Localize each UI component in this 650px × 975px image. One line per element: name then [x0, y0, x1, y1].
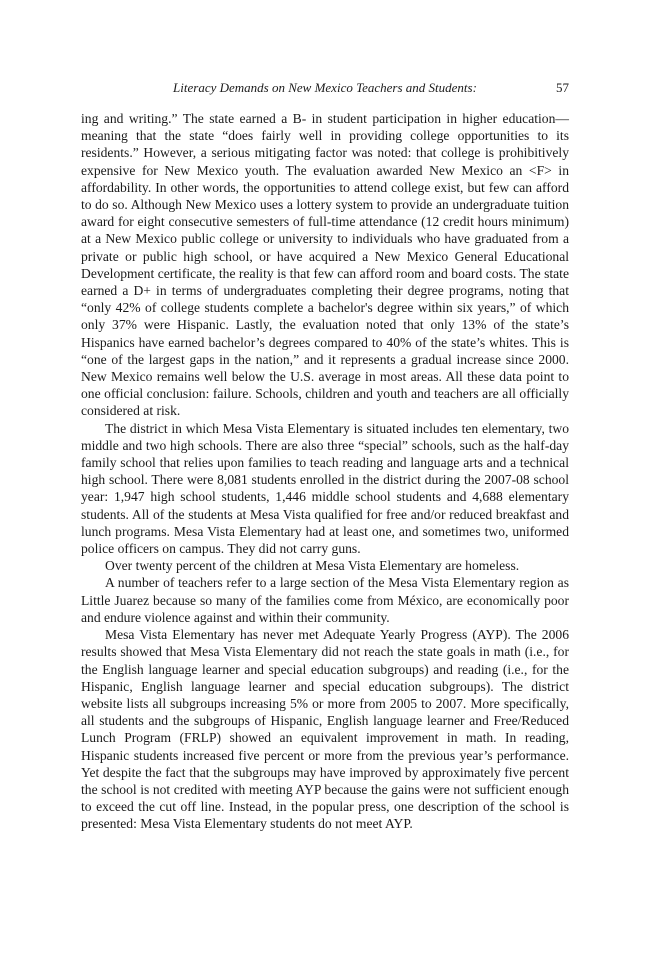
paragraph-little-juarez: A number of teachers refer to a large section of the Mesa Vista Elementary region as Little Juarez because so many of the families come from México, are economically poor and endure violence against and within their community. [81, 575, 569, 625]
paragraph-ayp: Mesa Vista Elementary has never met Adequate Yearly Progress (AYP). The 2006 results showed that Mesa Vista Elementary did not reach the state goals in math (i.e., for the English language learner and special education subgroups) and reading (i.e., for the Hispanic, English language learner and special education subgroups). The district website lists all subgroups increasing 5% or more from 2005 to 2007. More specifically, all students and the subgroups of Hispanic, English language learner and Free/Reduced Lunch Program (FRLP) showed an equivalent improvement in math. In reading, Hispanic students increased five percent or more from the previous year’s performance. Yet despite the fact that the subgroups may have improved by approximately five percent the school is not credited with meeting AYP because the gains were not sufficient enough to exceed the cut off line. Instead, in the popular press, one description of the school is presented: Mesa Vista Elementary students do not meet AYP. [81, 627, 569, 832]
running-head [81, 80, 569, 98]
paragraph-continuation: ing and writing.” The state earned a B- in student participation in higher education—meaning that the state “does fairly well in providing college opportunities to its residents.” However, a serious mitigating factor was noted: that college is prohibitively expensive for New Mexico youth. The evaluation awarded New Mexico an <F> in affordability. In other words, the opportunities to attend college exist, but few can afford to do so. Although New Mexico uses a lottery system to provide an undergraduate tuition award for eight consecutive semesters of full-time attendance (12 credit hours minimum) at a New Mexico public college or university to individuals who have graduated from a private or public high school, or have acquired a New Mexico General Educational Development certificate, the reality is that few can afford room and board costs. The state earned a D+ in terms of undergraduates completing their degree programs, noting that “only 42% of college students complete a bachelor's degree within six years,” of which only 37% were Hispanic. Lastly, the evaluation noted that only 13% of the state’s Hispanics have earned bachelor’s degrees compared to 40% of the state’s whites. This is “one of the largest gaps in the nation,” and it represents a gradual increase since 2000. New Mexico remains well below the U.S. average in most areas. All these data point to one official conclusion: failure. Schools, children and youth and teachers are all officially considered at risk. [81, 111, 569, 419]
page-number: 57 [556, 80, 569, 95]
body-text [81, 110, 569, 833]
running-title: Literacy Demands on New Mexico Teachers and Students: [173, 80, 477, 95]
paragraph-homeless: Over twenty percent of the children at Mesa Vista Elementary are homeless. [105, 558, 520, 574]
paragraph-district: The district in which Mesa Vista Elementary is situated includes ten elementary, two middle and two high schools. There are also three “special” schools, such as the half-day family school that relies upon families to teach reading and language arts and a technical high school. There were 8,081 students enrolled in the district during the 2007-08 school year: 1,947 high school students, 1,446 middle school students and 4,688 elementary students. All of the students at Mesa Vista qualified for free and/or reduced breakfast and lunch programs. Mesa Vista Elementary had at least one, and sometimes two, uniformed police officers on campus. They did not carry guns. [81, 420, 569, 557]
